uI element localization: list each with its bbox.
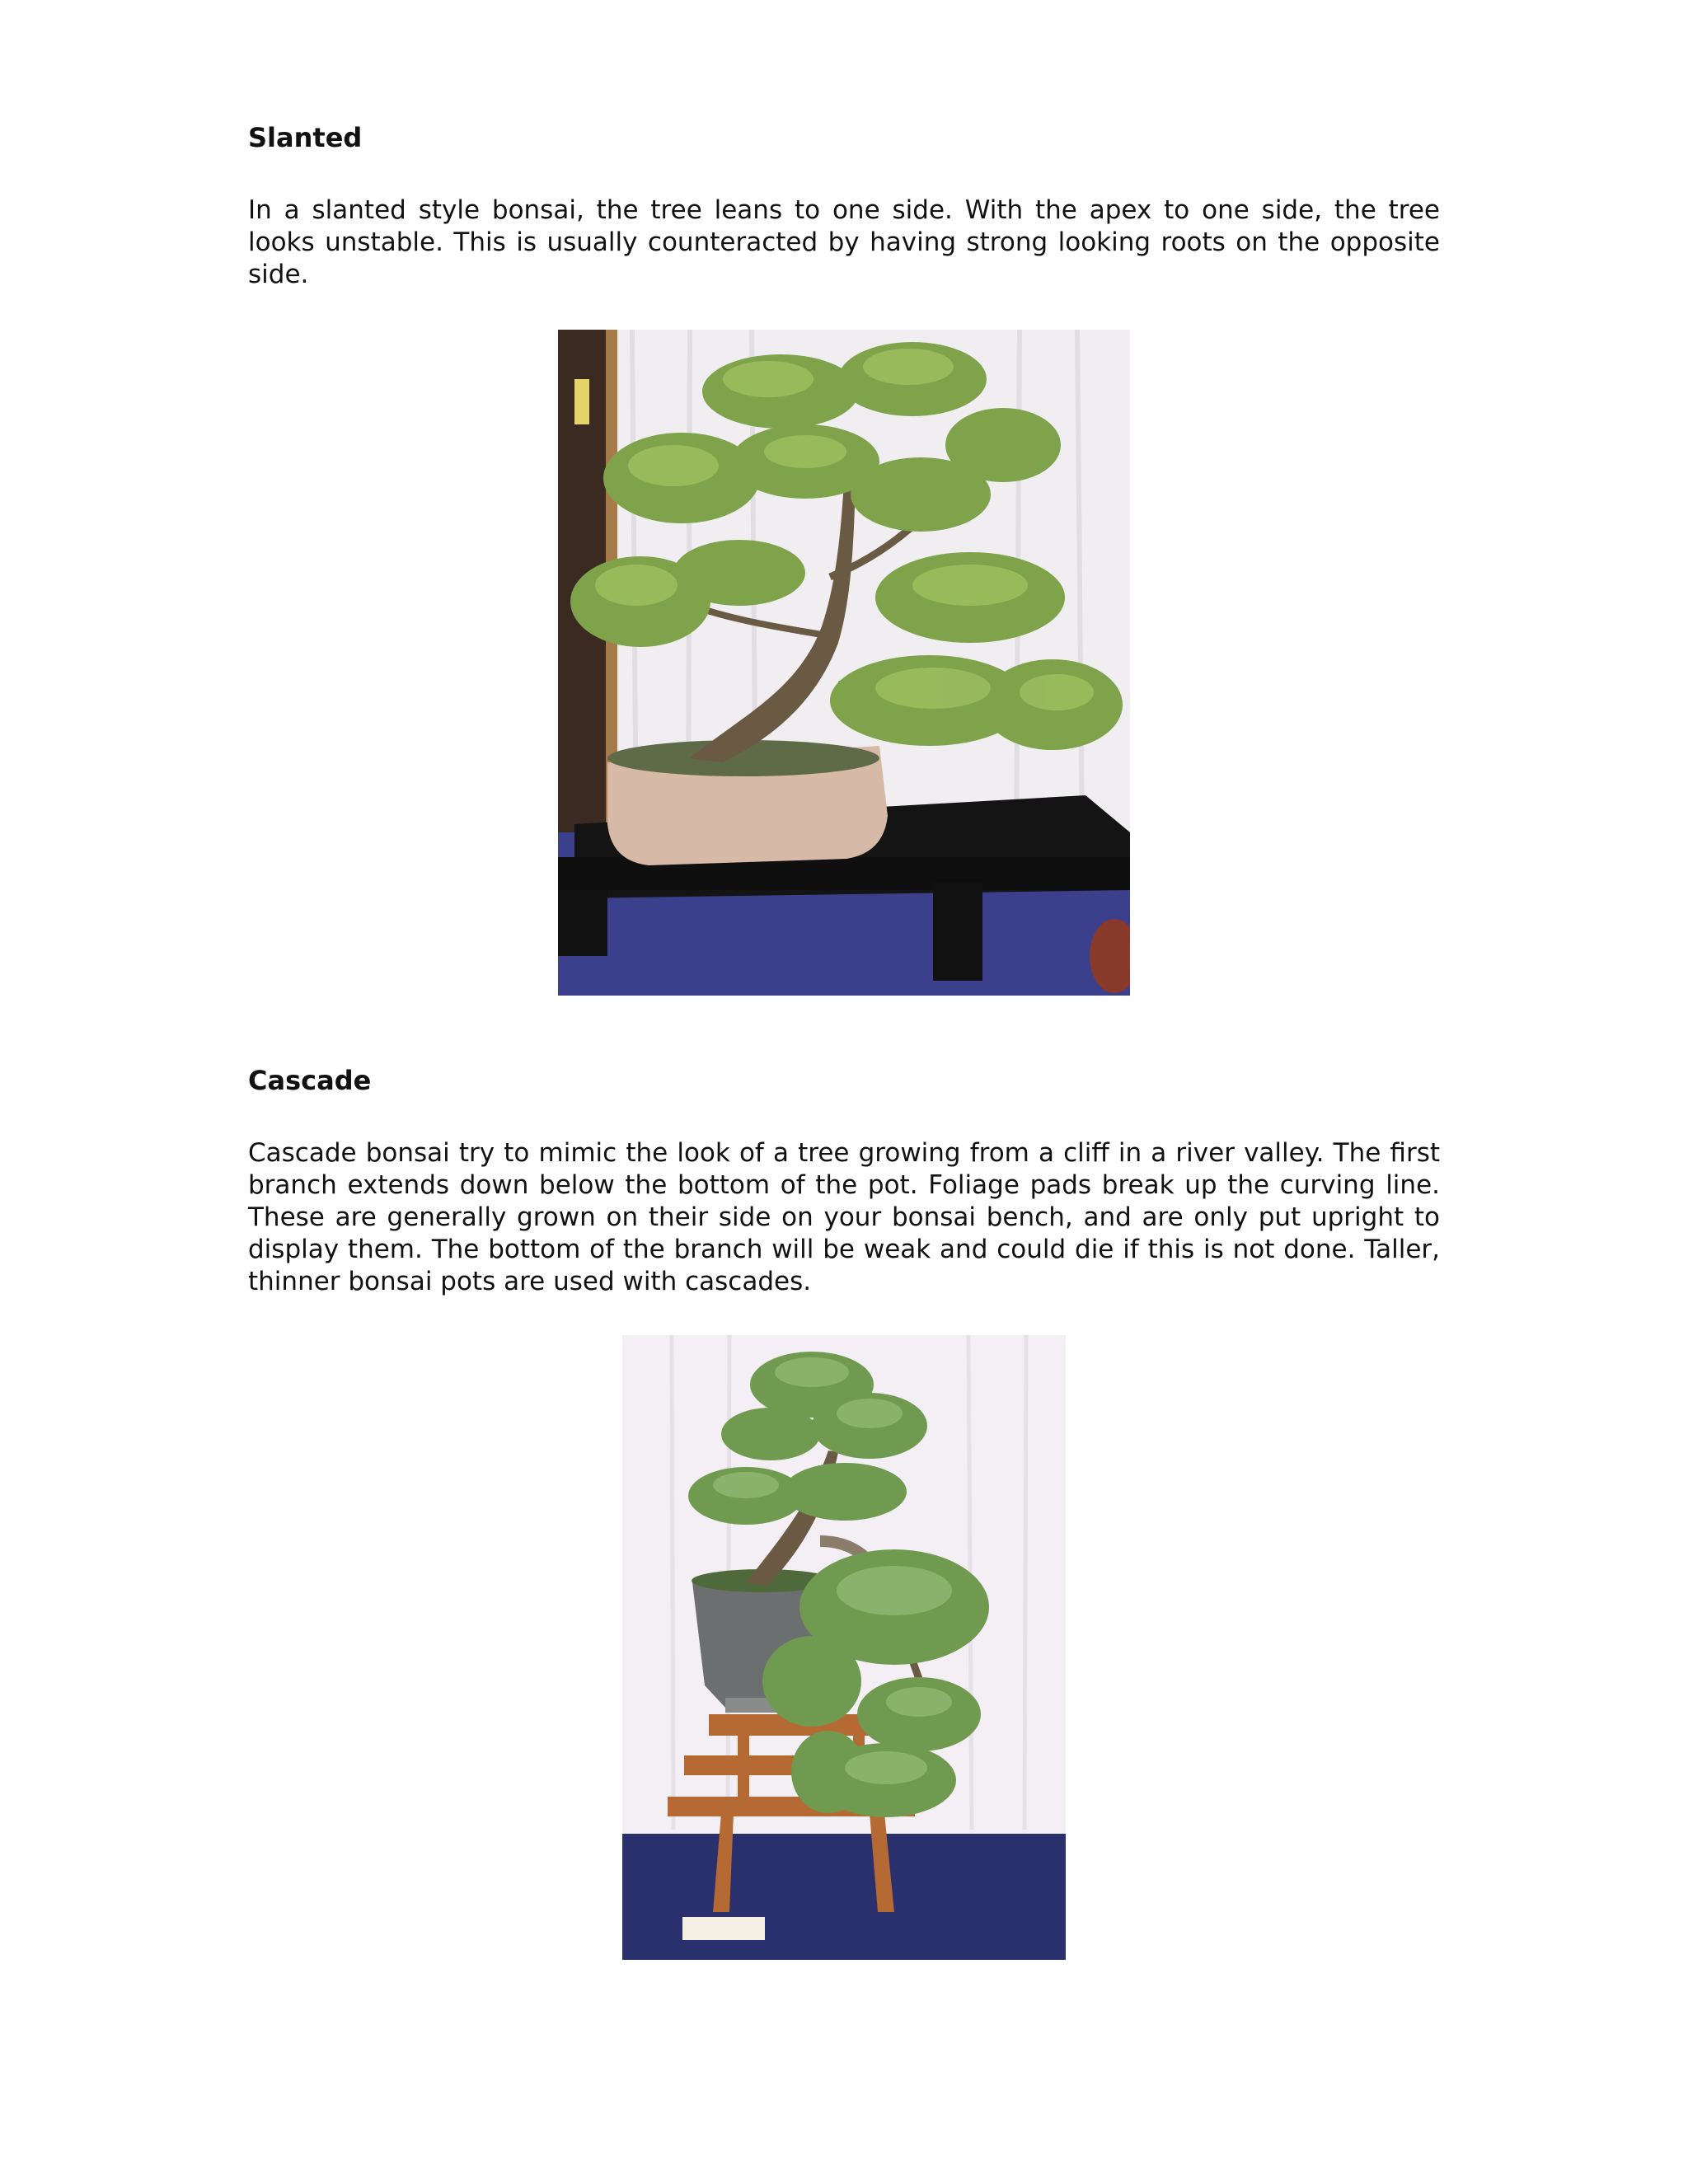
section-heading-slanted: Slanted xyxy=(248,122,363,153)
section-heading-cascade: Cascade xyxy=(248,1065,372,1096)
section-paragraph-slanted: In a slanted style bonsai, the tree leans to one side. With the apex to one side, the tree looks unstable. This is usually counteracted by having strong looking roots on the opposite side. xyxy=(248,195,1440,289)
slanted-bonsai-photo xyxy=(558,330,1130,996)
cascade-bonsai-photo xyxy=(622,1335,1066,1960)
section-paragraph-cascade: Cascade bonsai try to mimic the look of a tree growing from a cliff in a river valley. The first branch extends down below the bottom of the pot. Foliage pads break up the curving line. These are generally grown on their side on your bonsai bench, and are only put upright to display them. The bottom of the branch will be weak and could die if this is not done. Taller, thinner bonsai pots are used with cascades. xyxy=(248,1138,1440,1296)
